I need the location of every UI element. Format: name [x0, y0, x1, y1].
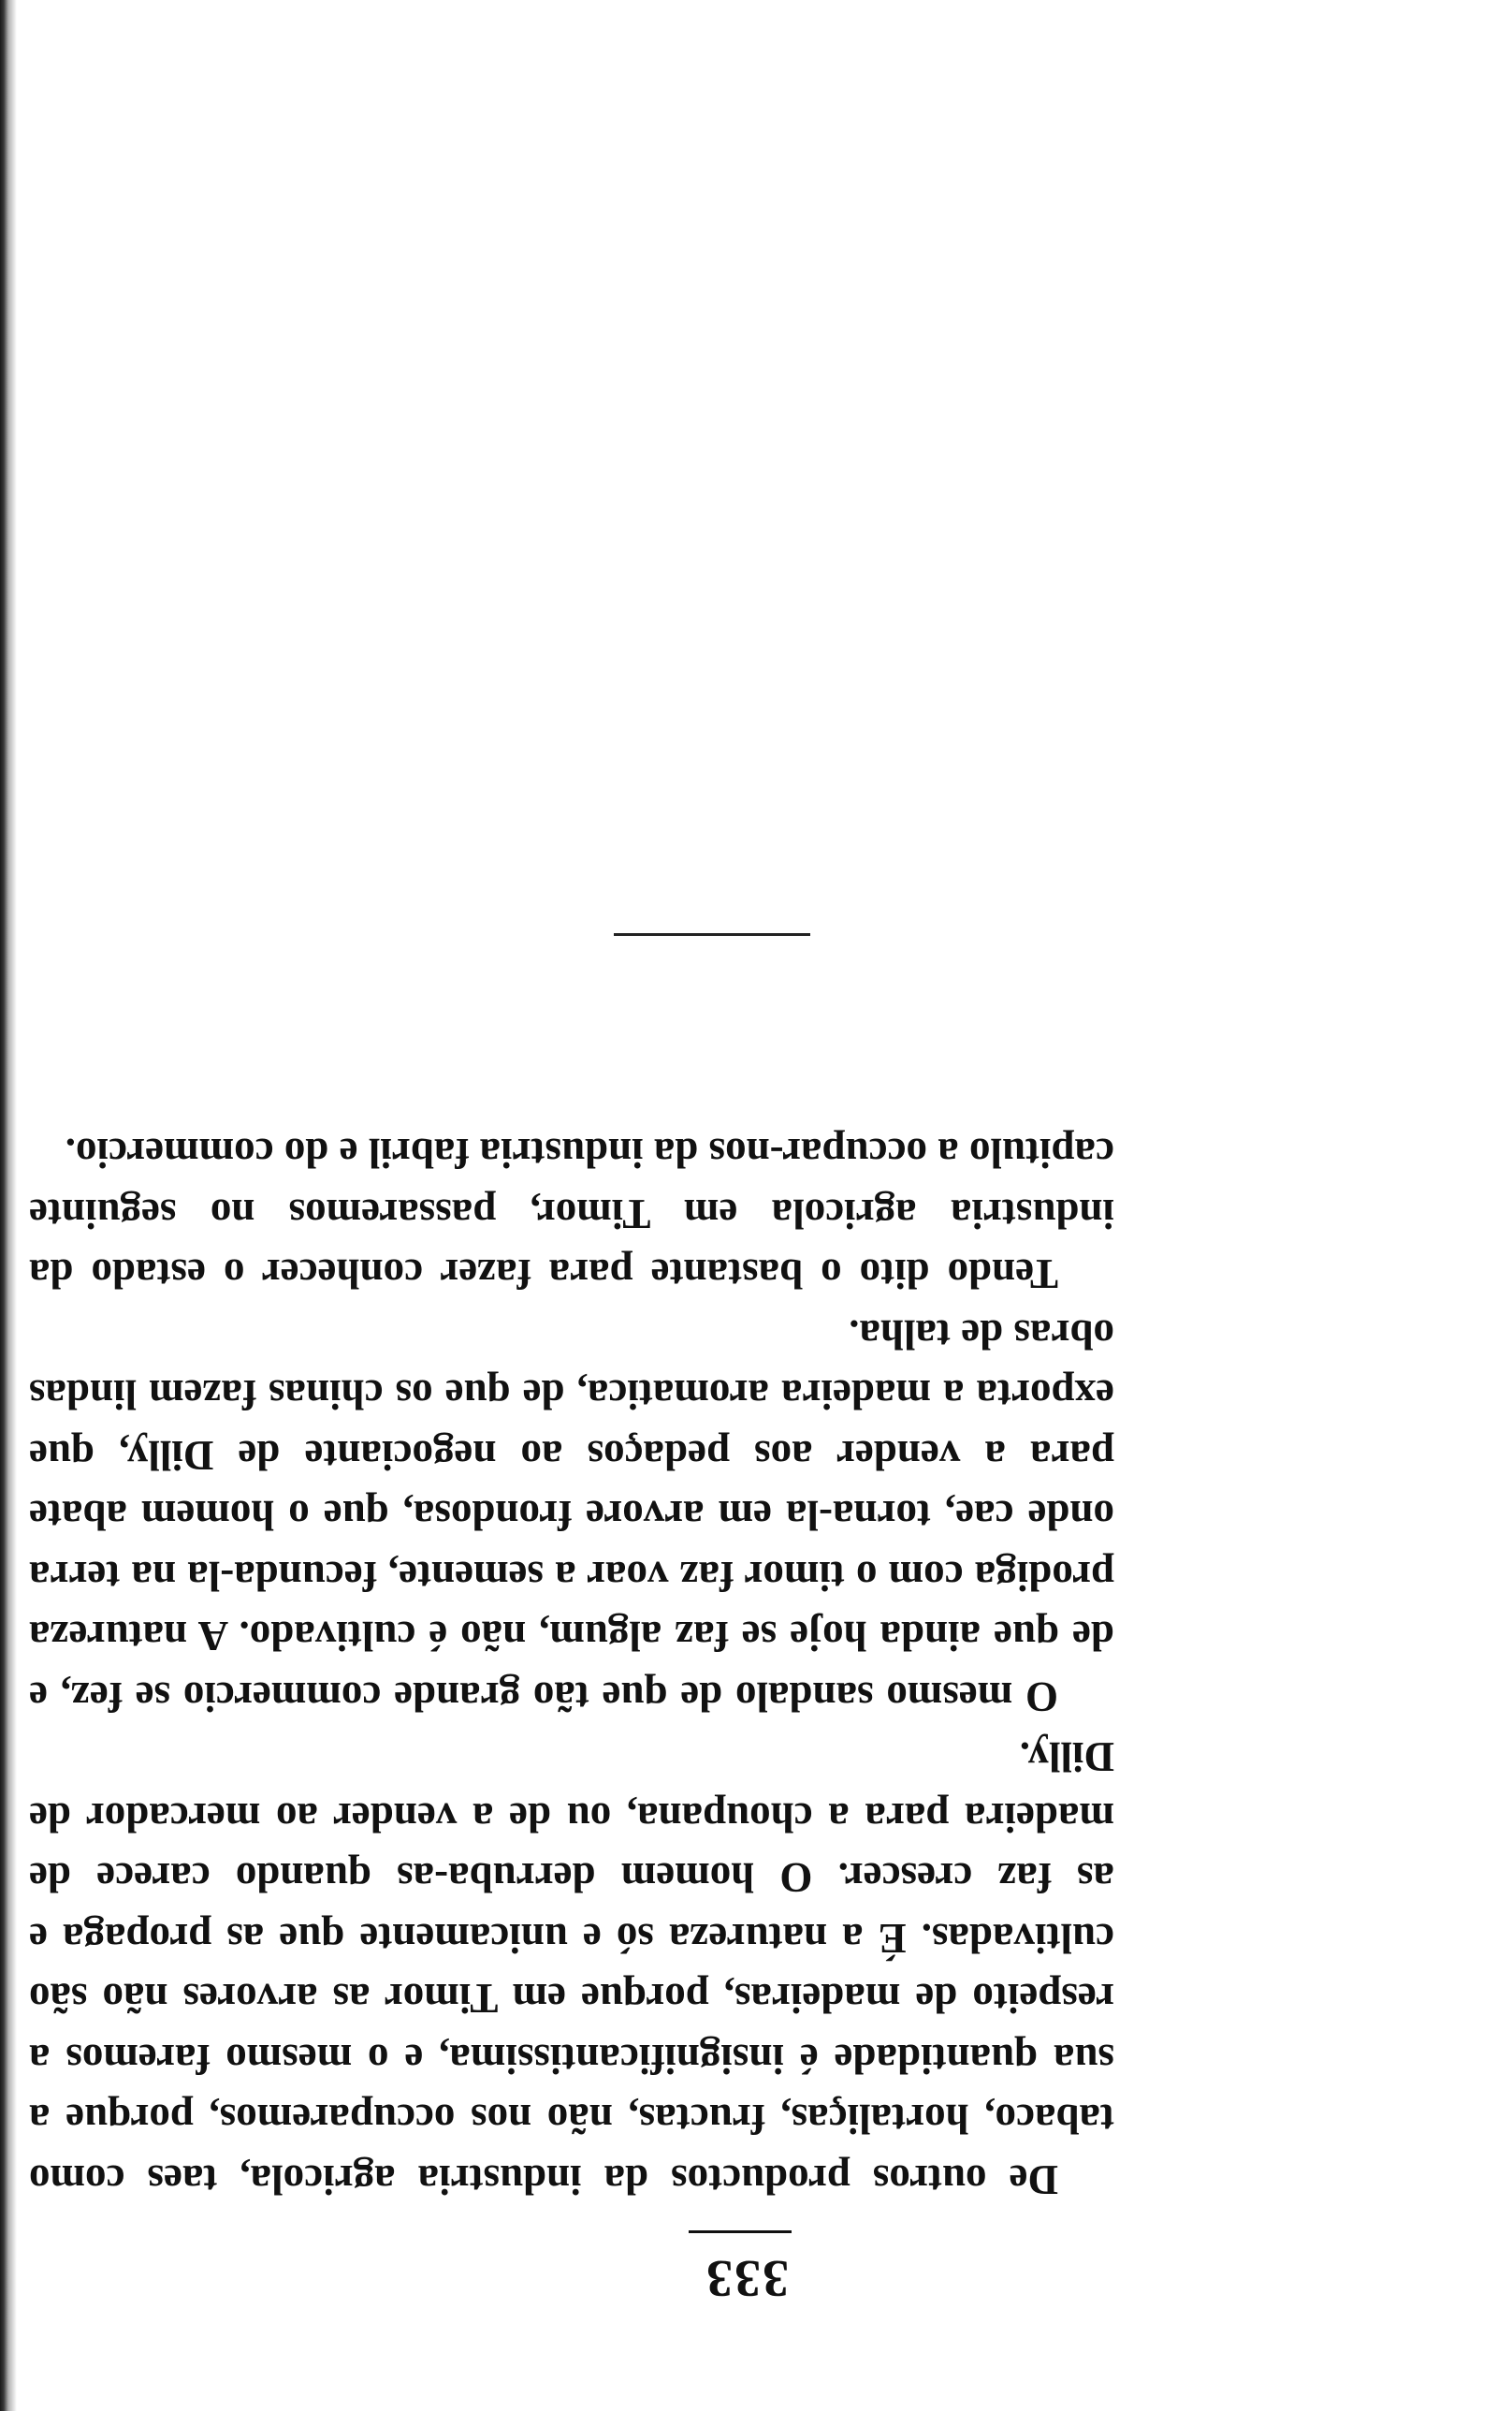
binding-edge	[0, 0, 17, 2411]
paragraph: Tendo dito o bastante para fazer conhecer o estado da industria agricola em Timor, passaremos no seguinte capitulo a occupar-nos da industria fabril e do commercio.	[29, 1130, 1114, 1298]
paragraph: De outros productos da industria agricola, taes como tabaco, hortaliças, fructas, não nos occuparemos, porque a sua quantidade é insignificantissima, e o mesmo faremos a respeito de madeiras, porque em Timor as arvores não são cultivadas. É a natureza só e unicamente que as propaga e as faz crescer. O homem derruba-as quando carece de madeira para a choupana, ou de a vender ao mercador de Dilly.	[29, 1733, 1114, 2203]
page-number-rule	[689, 2230, 792, 2233]
paragraph: O mesmo sandalo de que tão grande commercio se fez, e de que ainda hoje se faz algum, não é cultivado. A natureza prodiga com o timor faz voar a semente, fecunda-la na terra onde cae, torna-la em arvore frondosa, que o homem abate para a vender aos pedaços ao negociante de Dilly, que exporta a madeira aromatica, de que os chinas fazem lindas obras de talha.	[29, 1311, 1114, 1720]
section-end-rule	[614, 933, 810, 936]
body-text	[29, 1123, 1114, 2210]
page-number: 333	[705, 2249, 789, 2307]
